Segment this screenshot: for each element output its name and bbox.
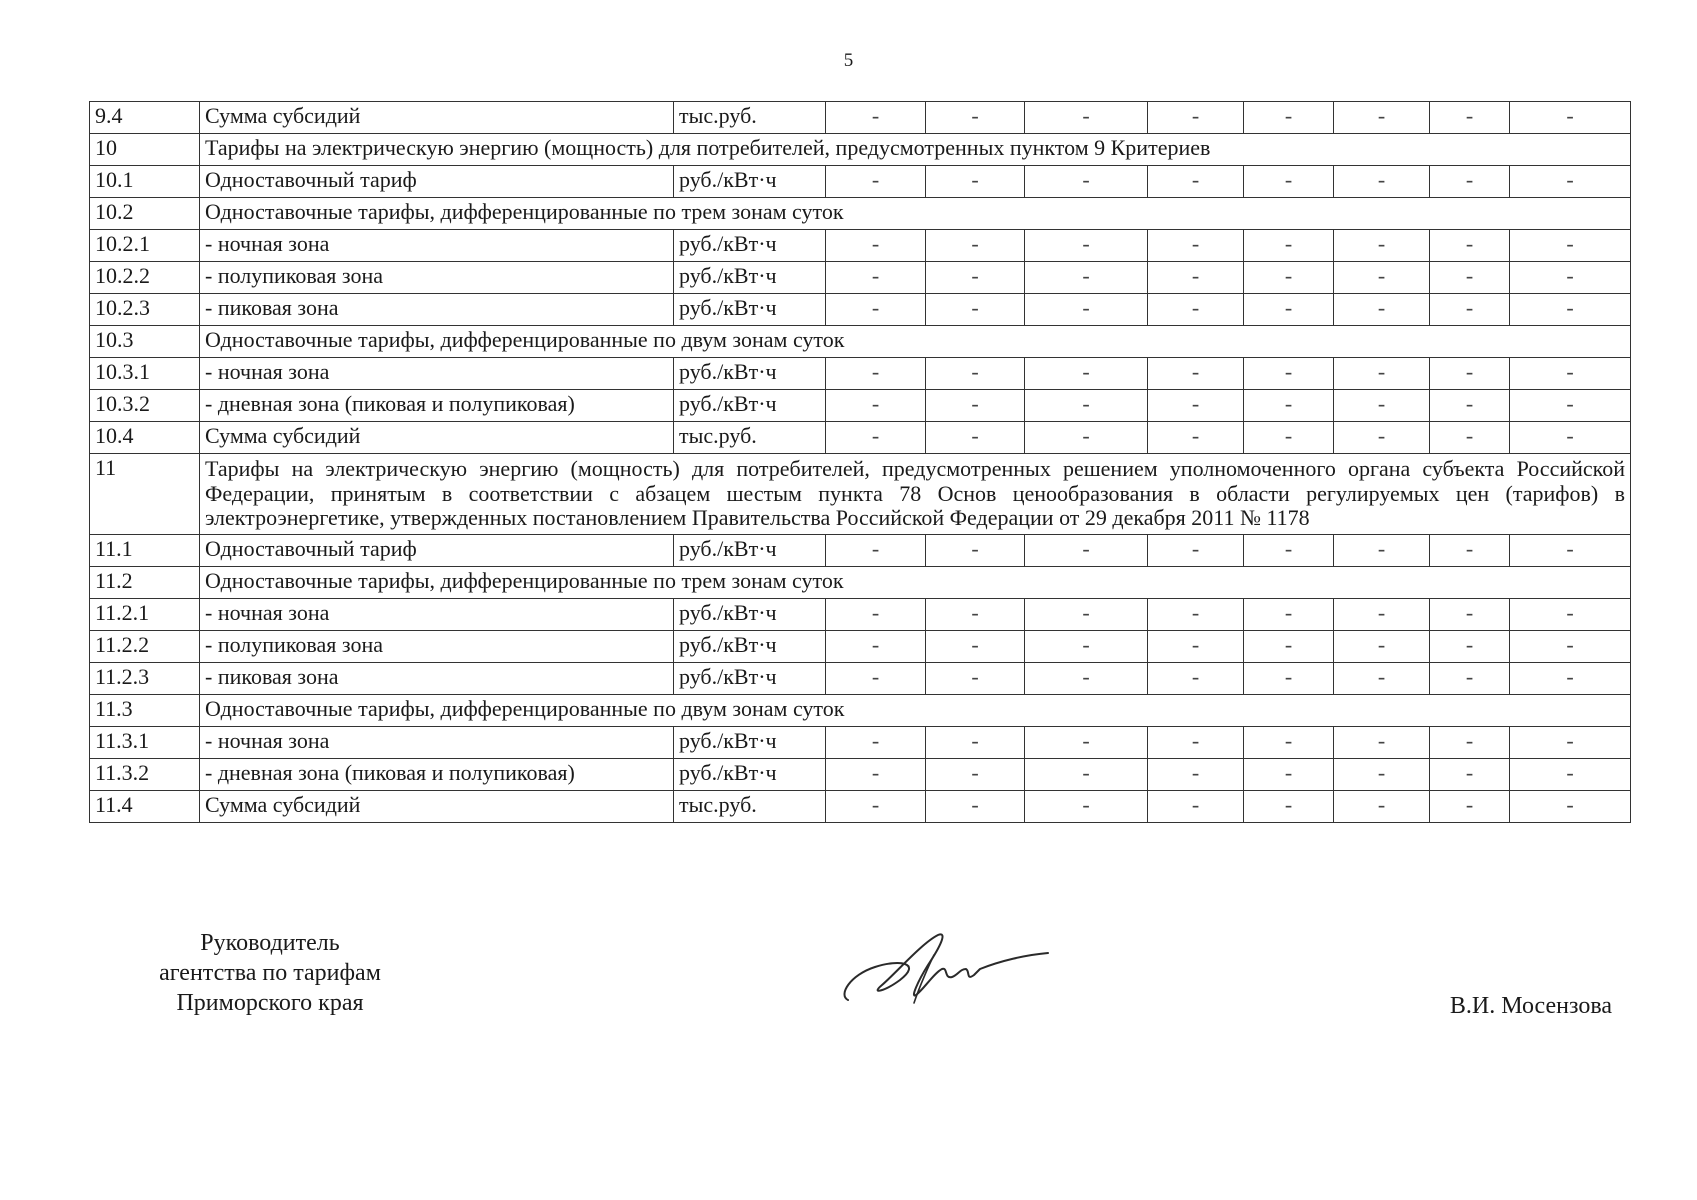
value-cell: - (926, 662, 1025, 694)
row-name: Одноставочный тариф (200, 166, 674, 198)
table-row (90, 790, 1631, 822)
row-number: 10 (90, 134, 200, 166)
row-unit: руб./кВт·ч (674, 726, 826, 758)
row-number: 10.2.3 (90, 294, 200, 326)
value-cell: - (1334, 422, 1430, 454)
value-cell: - (1025, 262, 1148, 294)
value-cell: - (926, 166, 1025, 198)
value-cell: - (1430, 262, 1510, 294)
value-cell: - (1025, 294, 1148, 326)
value-cell: - (1244, 422, 1334, 454)
row-number: 11.2 (90, 566, 200, 598)
value-cell: - (1025, 758, 1148, 790)
value-cell: - (1244, 390, 1334, 422)
value-cell: - (1148, 790, 1244, 822)
value-cell: - (1510, 262, 1631, 294)
value-cell: - (1025, 358, 1148, 390)
value-cell: - (1025, 662, 1148, 694)
value-cell: - (1148, 758, 1244, 790)
value-cell: - (826, 166, 926, 198)
value-cell: - (826, 262, 926, 294)
value-cell: - (1334, 358, 1430, 390)
value-cell: - (1510, 662, 1631, 694)
signoff-block (100, 928, 440, 1018)
value-cell: - (1148, 598, 1244, 630)
handwritten-signature (830, 925, 1050, 1015)
row-number: 11.3.2 (90, 758, 200, 790)
value-cell: - (1334, 534, 1430, 566)
value-cell: - (1510, 598, 1631, 630)
value-cell: - (826, 358, 926, 390)
value-cell: - (926, 630, 1025, 662)
table-row (90, 102, 1631, 134)
section-heading: Тарифы на электрическую энергию (мощность) для потребителей, предусмотренных решением уполномоченного органа субъекта Российской Федерации, принятым в соответствии с абзацем шестым пункта 78 Основ ценообразования в области регулируемых цен (тарифов) в электроэнергетике, утвержденных постановлением Правительства Российской Федерации от 29 декабря 2011 № 1178 (200, 454, 1631, 535)
value-cell: - (1025, 422, 1148, 454)
value-cell: - (1334, 598, 1430, 630)
value-cell: - (1334, 726, 1430, 758)
row-name: - ночная зона (200, 726, 674, 758)
row-number: 11.3 (90, 694, 200, 726)
row-number: 10.4 (90, 422, 200, 454)
value-cell: - (1148, 534, 1244, 566)
value-cell: - (1244, 534, 1334, 566)
row-unit: руб./кВт·ч (674, 390, 826, 422)
row-unit: руб./кВт·ч (674, 166, 826, 198)
value-cell: - (1244, 726, 1334, 758)
value-cell: - (926, 790, 1025, 822)
row-number: 11.3.1 (90, 726, 200, 758)
value-cell: - (926, 422, 1025, 454)
value-cell: - (1430, 422, 1510, 454)
value-cell: - (926, 598, 1025, 630)
table-row (90, 630, 1631, 662)
value-cell: - (1510, 294, 1631, 326)
row-number: 11 (90, 454, 200, 535)
value-cell: - (1025, 230, 1148, 262)
value-cell: - (1430, 790, 1510, 822)
value-cell: - (1025, 102, 1148, 134)
row-number: 10.2.1 (90, 230, 200, 262)
section-heading: Тарифы на электрическую энергию (мощность) для потребителей, предусмотренных пунктом 9 Критериев (200, 134, 1631, 166)
row-name: - дневная зона (пиковая и полупиковая) (200, 758, 674, 790)
value-cell: - (1334, 230, 1430, 262)
value-cell: - (1430, 598, 1510, 630)
table-row (90, 694, 1631, 726)
table-row (90, 358, 1631, 390)
signer-name: В.И. Мосензова (1449, 993, 1612, 1019)
value-cell: - (1148, 262, 1244, 294)
row-name: Одноставочный тариф (200, 534, 674, 566)
value-cell: - (1334, 758, 1430, 790)
value-cell: - (926, 726, 1025, 758)
value-cell: - (1244, 630, 1334, 662)
row-number: 10.2 (90, 198, 200, 230)
value-cell: - (926, 534, 1025, 566)
row-name: - ночная зона (200, 598, 674, 630)
value-cell: - (1148, 662, 1244, 694)
row-unit: руб./кВт·ч (674, 262, 826, 294)
row-unit: руб./кВт·ч (674, 662, 826, 694)
table-row (90, 422, 1631, 454)
row-unit: руб./кВт·ч (674, 758, 826, 790)
value-cell: - (1334, 630, 1430, 662)
row-number: 10.3.1 (90, 358, 200, 390)
value-cell: - (1334, 102, 1430, 134)
row-number: 11.4 (90, 790, 200, 822)
row-number: 10.3.2 (90, 390, 200, 422)
row-name: Сумма субсидий (200, 790, 674, 822)
value-cell: - (1148, 230, 1244, 262)
table-row (90, 534, 1631, 566)
row-number: 10.2.2 (90, 262, 200, 294)
value-cell: - (1510, 422, 1631, 454)
row-unit: тыс.руб. (674, 790, 826, 822)
table-row (90, 390, 1631, 422)
value-cell: - (1430, 726, 1510, 758)
value-cell: - (926, 294, 1025, 326)
table-row (90, 198, 1631, 230)
value-cell: - (826, 230, 926, 262)
value-cell: - (926, 262, 1025, 294)
value-cell: - (1430, 758, 1510, 790)
row-number: 11.2.1 (90, 598, 200, 630)
value-cell: - (1430, 294, 1510, 326)
value-cell: - (1430, 662, 1510, 694)
value-cell: - (1025, 534, 1148, 566)
value-cell: - (926, 758, 1025, 790)
value-cell: - (1244, 102, 1334, 134)
value-cell: - (1244, 262, 1334, 294)
value-cell: - (826, 294, 926, 326)
value-cell: - (1148, 166, 1244, 198)
value-cell: - (826, 662, 926, 694)
tariff-table (89, 101, 1631, 823)
value-cell: - (1430, 390, 1510, 422)
value-cell: - (926, 358, 1025, 390)
value-cell: - (1510, 230, 1631, 262)
value-cell: - (1025, 630, 1148, 662)
value-cell: - (1430, 534, 1510, 566)
row-unit: руб./кВт·ч (674, 358, 826, 390)
table-row (90, 326, 1631, 358)
value-cell: - (1510, 726, 1631, 758)
value-cell: - (1244, 166, 1334, 198)
value-cell: - (1244, 598, 1334, 630)
value-cell: - (826, 390, 926, 422)
signoff-line-3: Приморского края (176, 990, 364, 1016)
value-cell: - (826, 422, 926, 454)
table-row (90, 598, 1631, 630)
signoff-line-2: агентства по тарифам (159, 960, 381, 986)
value-cell: - (1148, 358, 1244, 390)
row-unit: руб./кВт·ч (674, 294, 826, 326)
value-cell: - (826, 726, 926, 758)
value-cell: - (1148, 630, 1244, 662)
section-heading: Одноставочные тарифы, дифференцированные по двум зонам суток (200, 694, 1631, 726)
value-cell: - (1430, 230, 1510, 262)
value-cell: - (1025, 390, 1148, 422)
value-cell: - (1430, 102, 1510, 134)
value-cell: - (826, 102, 926, 134)
section-heading: Одноставочные тарифы, дифференцированные по двум зонам суток (200, 326, 1631, 358)
section-heading: Одноставочные тарифы, дифференцированные по трем зонам суток (200, 566, 1631, 598)
row-name: - дневная зона (пиковая и полупиковая) (200, 390, 674, 422)
row-unit: руб./кВт·ч (674, 534, 826, 566)
value-cell: - (1430, 630, 1510, 662)
value-cell: - (1510, 790, 1631, 822)
row-unit: руб./кВт·ч (674, 598, 826, 630)
value-cell: - (826, 630, 926, 662)
value-cell: - (1244, 230, 1334, 262)
table-row (90, 726, 1631, 758)
value-cell: - (826, 790, 926, 822)
value-cell: - (1244, 294, 1334, 326)
value-cell: - (826, 534, 926, 566)
table-row (90, 134, 1631, 166)
table-row (90, 566, 1631, 598)
value-cell: - (826, 598, 926, 630)
value-cell: - (1148, 422, 1244, 454)
row-number: 11.2.2 (90, 630, 200, 662)
table-row (90, 166, 1631, 198)
value-cell: - (1510, 166, 1631, 198)
row-name: - пиковая зона (200, 294, 674, 326)
value-cell: - (1025, 598, 1148, 630)
row-name: - полупиковая зона (200, 262, 674, 294)
row-name: - ночная зона (200, 358, 674, 390)
value-cell: - (1244, 662, 1334, 694)
row-name: Сумма субсидий (200, 422, 674, 454)
page-number: 5 (843, 50, 854, 71)
value-cell: - (1334, 262, 1430, 294)
row-name: - ночная зона (200, 230, 674, 262)
value-cell: - (1025, 790, 1148, 822)
row-name: Сумма субсидий (200, 102, 674, 134)
value-cell: - (1510, 358, 1631, 390)
row-unit: руб./кВт·ч (674, 230, 826, 262)
value-cell: - (1510, 630, 1631, 662)
row-number: 9.4 (90, 102, 200, 134)
value-cell: - (1148, 294, 1244, 326)
value-cell: - (1025, 166, 1148, 198)
value-cell: - (1334, 662, 1430, 694)
row-unit: тыс.руб. (674, 102, 826, 134)
row-unit: руб./кВт·ч (674, 630, 826, 662)
row-unit: тыс.руб. (674, 422, 826, 454)
value-cell: - (1244, 790, 1334, 822)
value-cell: - (1334, 294, 1430, 326)
value-cell: - (1510, 758, 1631, 790)
row-name: - пиковая зона (200, 662, 674, 694)
value-cell: - (1244, 358, 1334, 390)
value-cell: - (926, 390, 1025, 422)
table-row (90, 294, 1631, 326)
value-cell: - (826, 758, 926, 790)
table-row (90, 230, 1631, 262)
value-cell: - (1148, 390, 1244, 422)
value-cell: - (1244, 758, 1334, 790)
row-number: 11.1 (90, 534, 200, 566)
value-cell: - (1430, 166, 1510, 198)
value-cell: - (1334, 166, 1430, 198)
row-name: - полупиковая зона (200, 630, 674, 662)
row-number: 10.1 (90, 166, 200, 198)
table-row (90, 262, 1631, 294)
value-cell: - (1510, 534, 1631, 566)
value-cell: - (1148, 726, 1244, 758)
value-cell: - (1510, 390, 1631, 422)
value-cell: - (926, 102, 1025, 134)
table-row (90, 758, 1631, 790)
signoff-line-1: Руководитель (200, 930, 340, 956)
value-cell: - (1148, 102, 1244, 134)
value-cell: - (1510, 102, 1631, 134)
row-number: 10.3 (90, 326, 200, 358)
value-cell: - (1334, 790, 1430, 822)
section-heading: Одноставочные тарифы, дифференцированные по трем зонам суток (200, 198, 1631, 230)
table-row (90, 454, 1631, 535)
table-row (90, 662, 1631, 694)
value-cell: - (1025, 726, 1148, 758)
value-cell: - (1334, 390, 1430, 422)
value-cell: - (1430, 358, 1510, 390)
value-cell: - (926, 230, 1025, 262)
row-number: 11.2.3 (90, 662, 200, 694)
